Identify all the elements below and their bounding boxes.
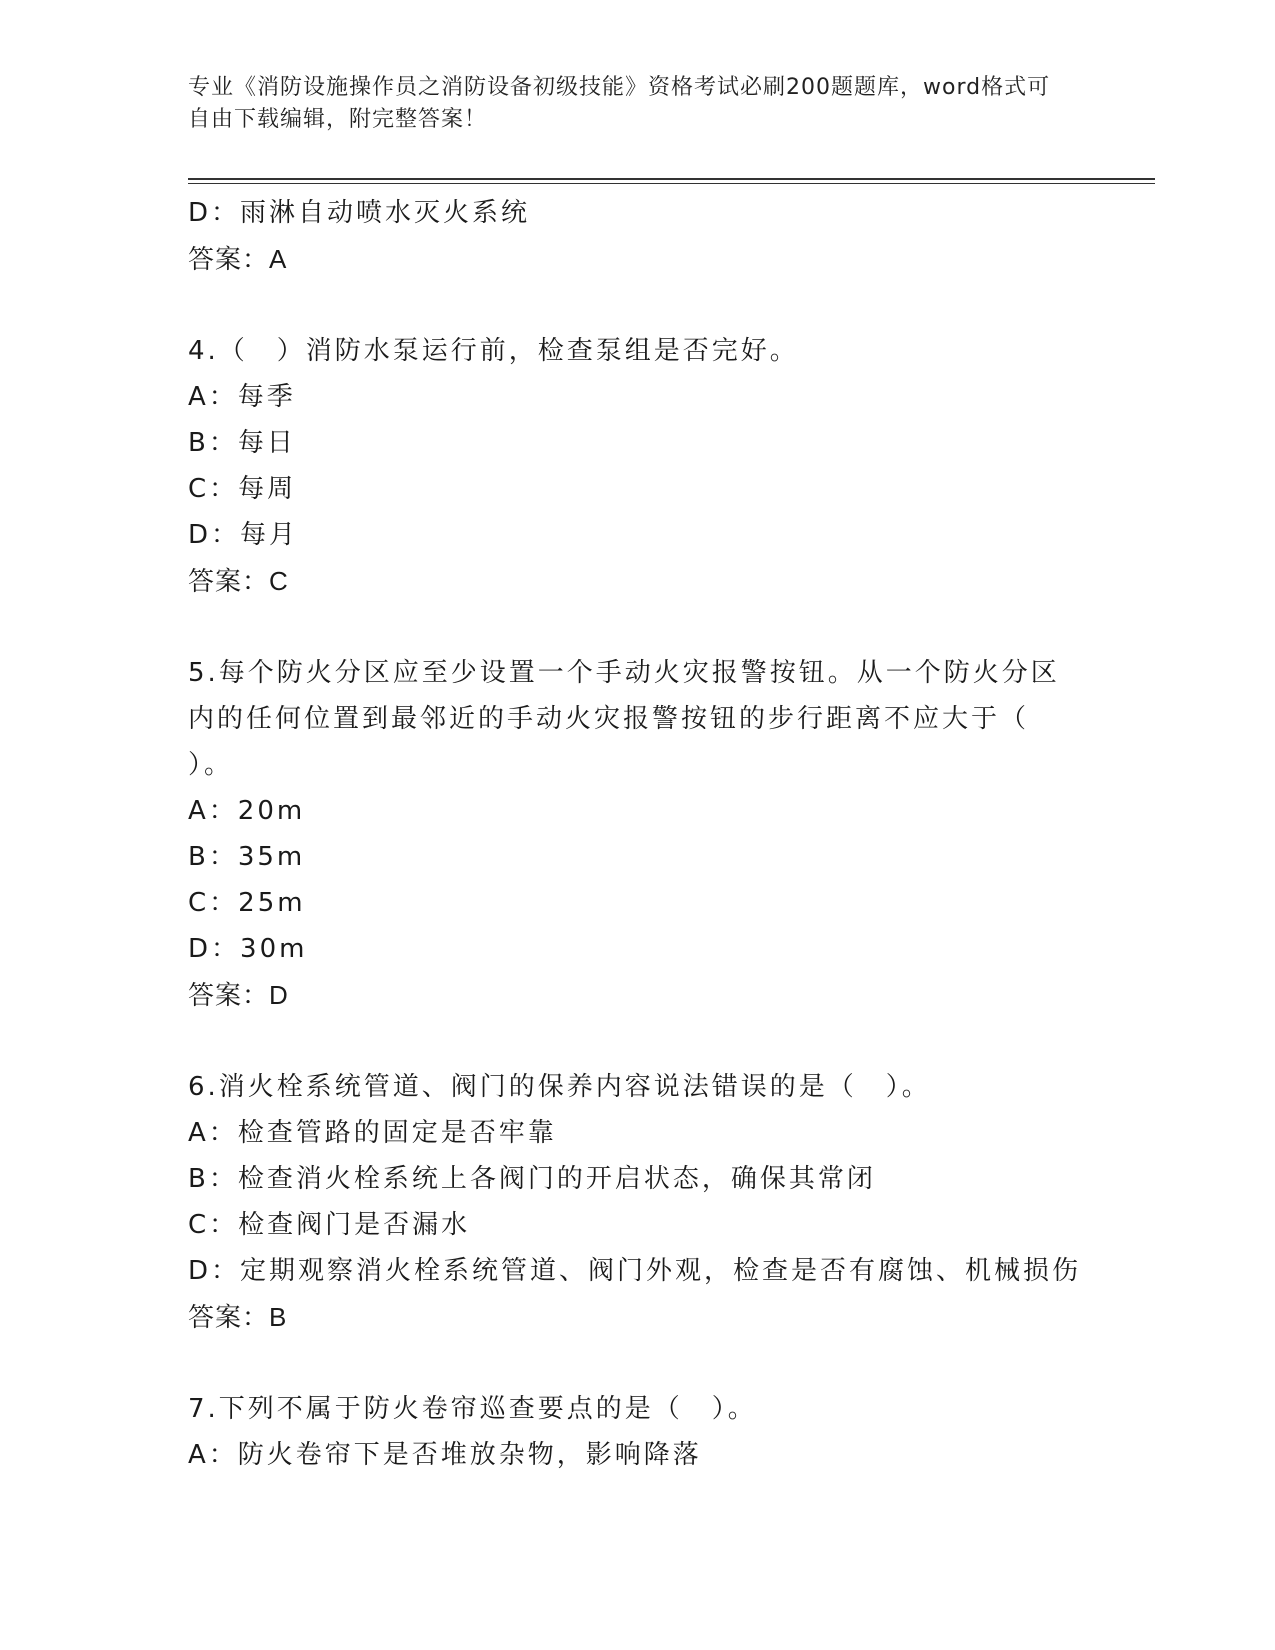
- q5-option-d: D：30m: [188, 934, 308, 964]
- q5-stem-line1: 5.每个防火分区应至少设置一个手动火灾报警按钮。从一个防火分区: [188, 658, 1060, 688]
- q5-option-c: C：25m: [188, 888, 306, 918]
- q5-answer: 答案：D: [188, 980, 289, 1010]
- q4-option-b: B：每日: [188, 428, 296, 458]
- spacer: [188, 1340, 1088, 1386]
- q7-option-a: A：防火卷帘下是否堆放杂物，影响降落: [188, 1440, 702, 1470]
- q6-option-c: C：检查阀门是否漏水: [188, 1210, 471, 1240]
- q4-option-d: D：每月: [188, 520, 299, 550]
- spacer: [188, 282, 1088, 328]
- q4-option-a: A：每季: [188, 382, 296, 412]
- q4-option-c: C：每周: [188, 474, 297, 504]
- q4-answer: 答案：C: [188, 566, 289, 596]
- q6-answer: 答案：B: [188, 1302, 288, 1332]
- q5-stem-line2: 内的任何位置到最邻近的手动火灾报警按钮的步行距离不应大于（: [188, 704, 1030, 734]
- q5-stem-line3: ）。: [188, 750, 234, 780]
- header-divider-thin: [188, 183, 1155, 184]
- q6-option-d: D：定期观察消火栓系统管道、阀门外观，检查是否有腐蚀、机械损伤: [188, 1256, 1082, 1286]
- q6-stem: 6.消火栓系统管道、阀门的保养内容说法错误的是（ ）。: [188, 1072, 931, 1102]
- spacer: [188, 604, 1088, 650]
- q4-stem: 4.（ ）消防水泵运行前，检查泵组是否完好。: [188, 336, 799, 366]
- q3-answer: 答案：A: [188, 244, 288, 274]
- q6-option-b: B：检查消火栓系统上各阀门的开启状态，确保其常闭: [188, 1164, 876, 1194]
- header-divider-thick: [188, 178, 1155, 180]
- q3-option-d: D：雨淋自动喷水灭火系统: [188, 198, 531, 228]
- q7-stem: 7.下列不属于防火卷帘巡查要点的是（ ）。: [188, 1394, 757, 1424]
- q5-option-b: B：35m: [188, 842, 306, 872]
- document-header: 专业《消防设施操作员之消防设备初级技能》资格考试必刷200题题库，word格式可自由下载编辑，附完整答案！: [188, 75, 1051, 132]
- q5-option-a: A：20m: [188, 796, 306, 826]
- document-body: [188, 190, 1088, 1478]
- spacer: [188, 1018, 1088, 1064]
- q6-option-a: A：检查管路的固定是否牢靠: [188, 1118, 557, 1148]
